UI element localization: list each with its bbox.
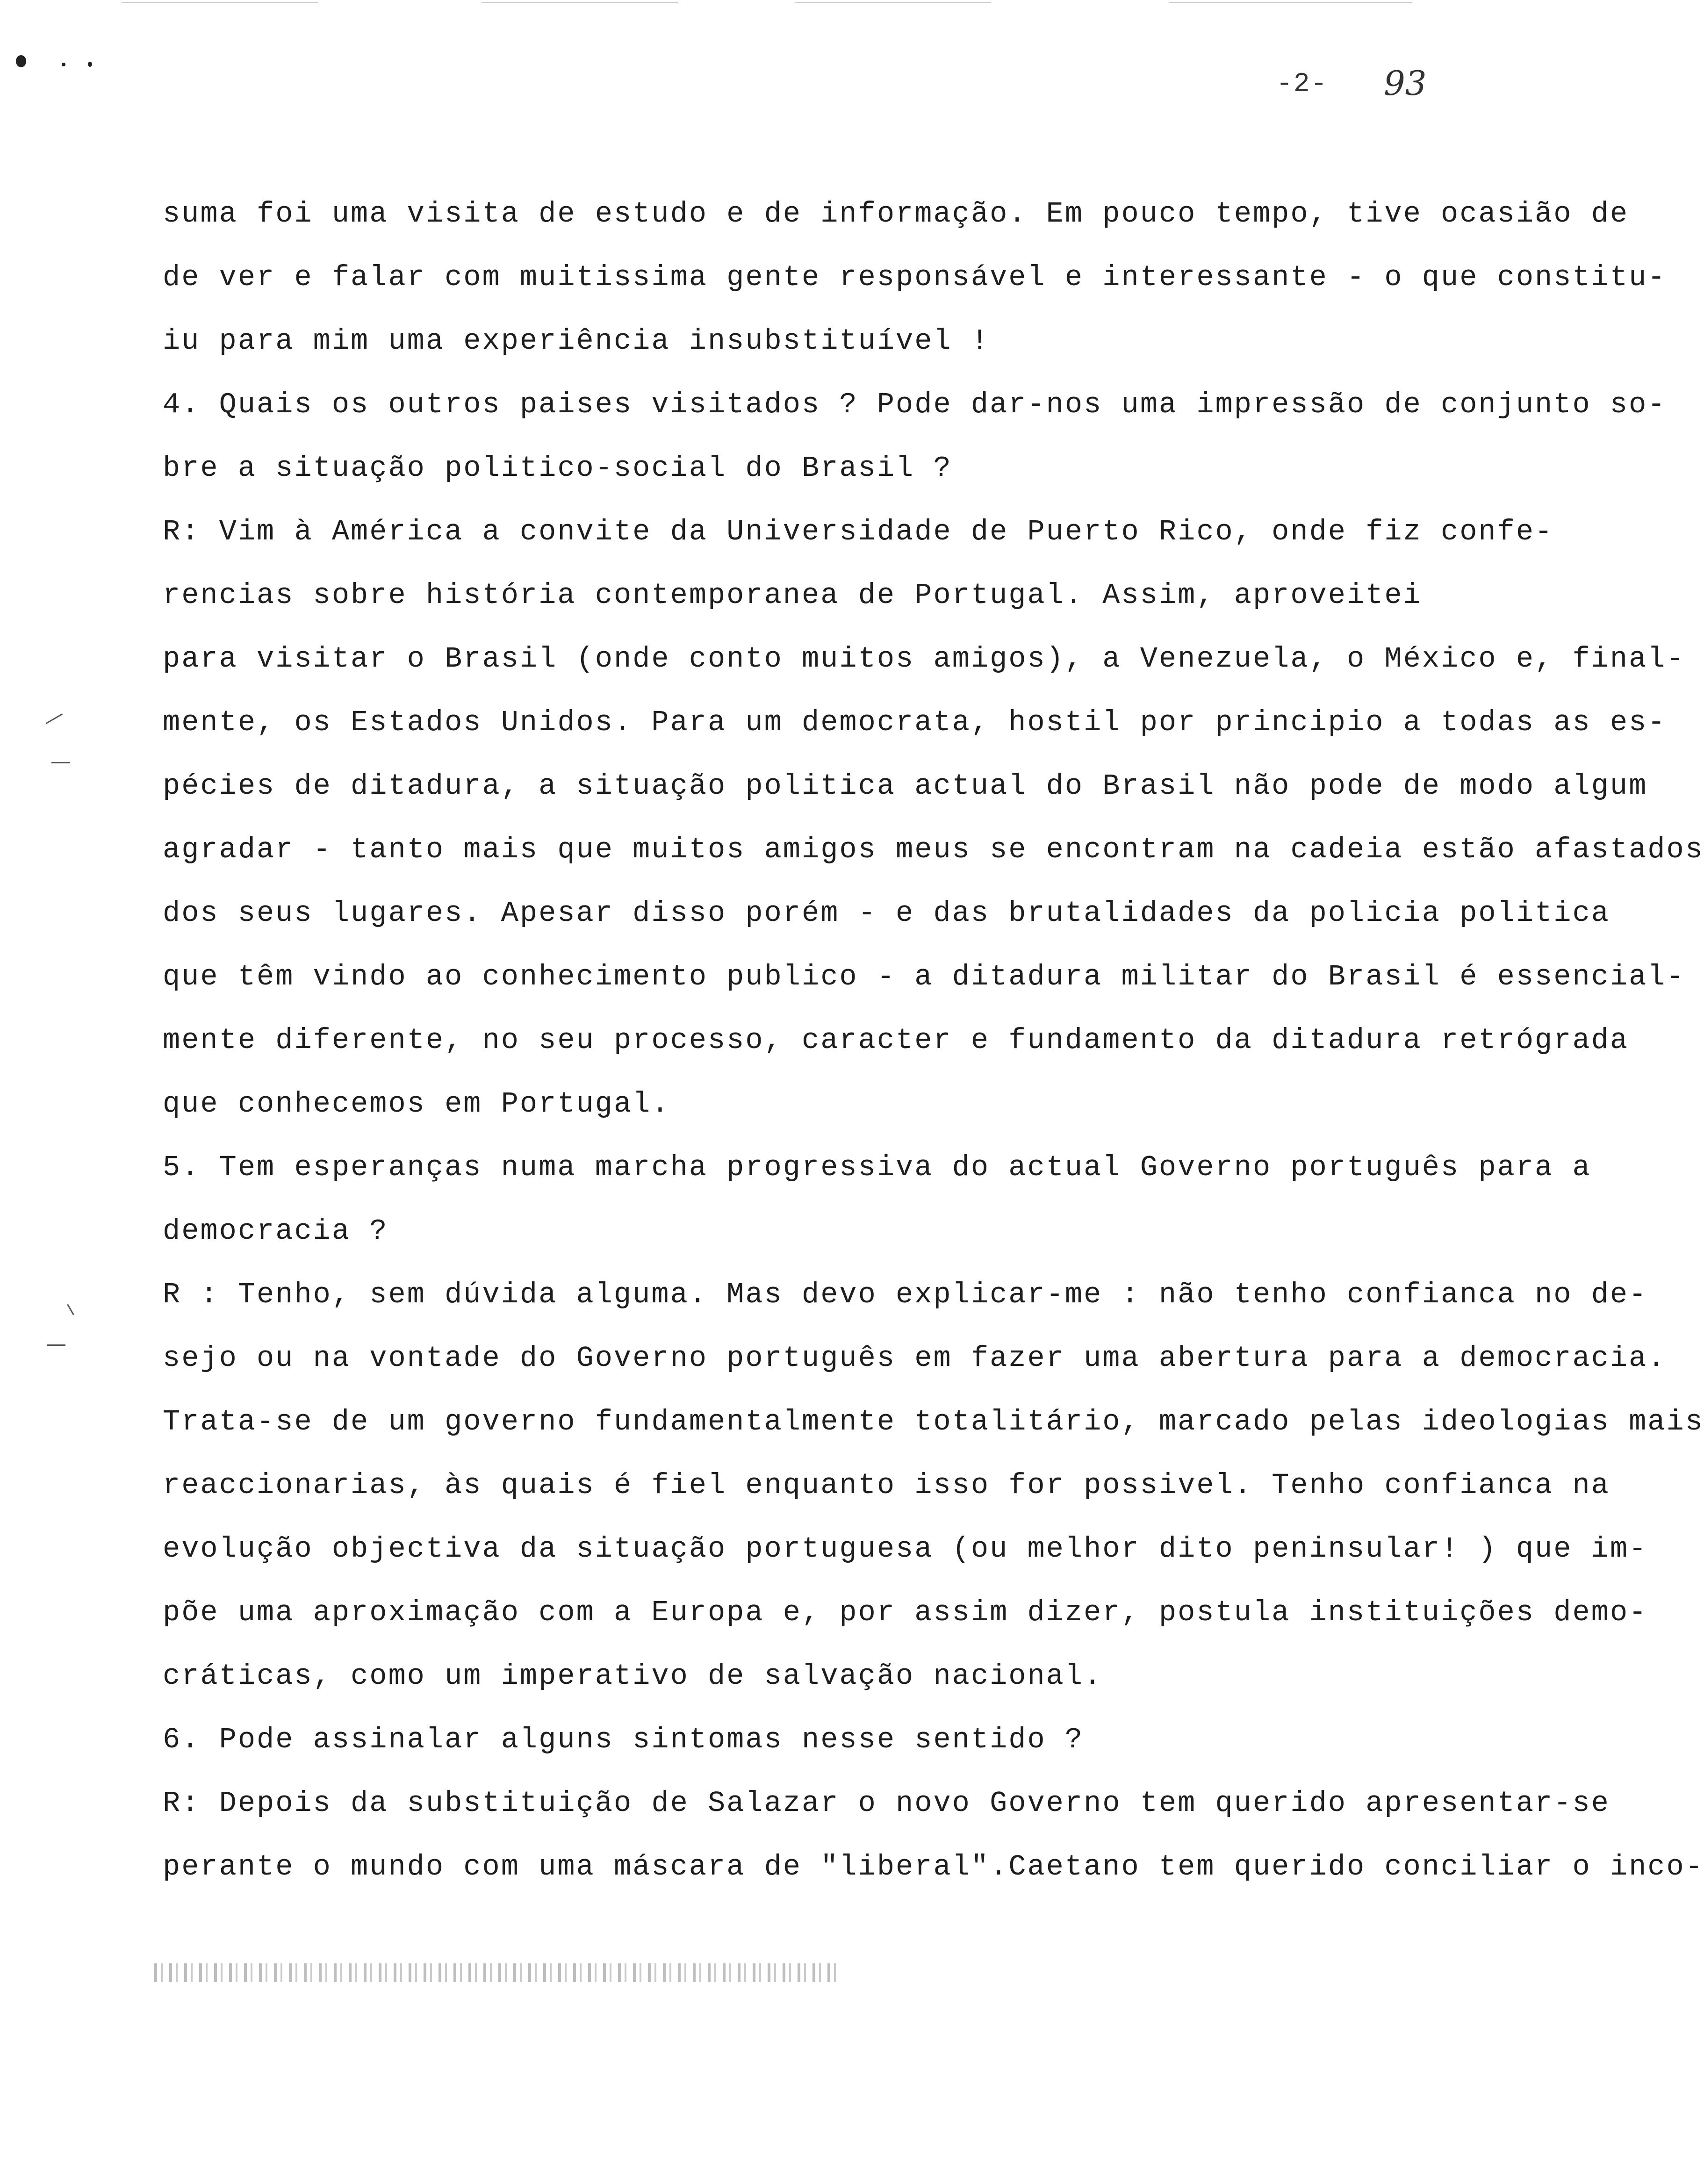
text-line: para visitar o Brasil (onde conto muitos amigos), a Venezuela, o México e, final- — [163, 642, 1685, 675]
text-line: R: Vim à América a convite da Universidade de Puerto Rico, onde fiz confe- — [163, 515, 1554, 548]
punch-hole-mark — [88, 62, 92, 67]
text-line: que têm vindo ao conhecimento publico - a ditadura militar do Brasil é essencial- — [163, 960, 1685, 993]
scan-edge-rule — [1169, 2, 1412, 3]
text-line: R : Tenho, sem dúvida alguma. Mas devo explicar-me : não tenho confianca no de- — [163, 1278, 1648, 1311]
text-line: cráticas, como um imperativo de salvação nacional. — [163, 1660, 1103, 1693]
text-line: de ver e falar com muitissima gente responsável e interessante - o que constitu- — [163, 261, 1667, 294]
text-line: rencias sobre história contemporanea de Portugal. Assim, aproveitei — [163, 579, 1422, 612]
text-line: reaccionarias, às quais é fiel enquanto isso for possivel. Tenho confianca na — [163, 1469, 1610, 1502]
scan-edge-rule — [795, 2, 991, 3]
text-line: 5. Tem esperanças numa marcha progressiva do actual Governo português para a — [163, 1151, 1591, 1184]
text-line: suma foi uma visita de estudo e de informação. Em pouco tempo, tive ocasião de — [163, 197, 1629, 230]
scan-edge-rule — [122, 2, 318, 3]
page-number: -2- — [1276, 69, 1328, 100]
text-line: que conhecemos em Portugal. — [163, 1087, 670, 1121]
text-line: sejo ou na vontade do Governo português em fazer uma abertura para a democracia. — [163, 1342, 1667, 1375]
margin-tick — [47, 1344, 65, 1346]
margin-tick — [51, 762, 70, 763]
handwritten-folio: 93 — [1384, 64, 1427, 103]
text-line: bre a situação politico-social do Brasil ? — [163, 452, 952, 485]
faded-text-residue — [154, 1963, 837, 1982]
text-line: R: Depois da substituição de Salazar o novo Governo tem querido apresentar-se — [163, 1787, 1610, 1820]
text-line: Trata-se de um governo fundamentalmente totalitário, marcado pelas ideologias mais — [163, 1405, 1704, 1438]
text-line: evolução objectiva da situação portuguesa (ou melhor dito peninsular! ) que im- — [163, 1532, 1648, 1566]
punch-hole-mark — [62, 63, 65, 66]
punch-hole-mark — [16, 55, 26, 67]
typed-text-body — [163, 182, 1704, 1899]
text-line: dos seus lugares. Apesar disso porém - e das brutalidades da policia politica — [163, 897, 1610, 930]
text-line: mente diferente, no seu processo, caracter e fundamento da ditadura retrógrada — [163, 1024, 1629, 1057]
text-line: 6. Pode assinalar alguns sintomas nesse sentido ? — [163, 1723, 1084, 1756]
margin-tick — [46, 713, 63, 724]
text-line: iu para mim uma experiência insubstituível ! — [163, 324, 990, 358]
text-line: perante o mundo com uma máscara de "liberal".Caetano tem querido conciliar o inco- — [163, 1850, 1704, 1883]
text-line: pécies de ditadura, a situação politica actual do Brasil não pode de modo algum — [163, 769, 1648, 803]
text-line: mente, os Estados Unidos. Para um democrata, hostil por principio a todas as es- — [163, 706, 1667, 739]
text-line: põe uma aproximação com a Europa e, por assim dizer, postula instituições demo- — [163, 1596, 1648, 1629]
scan-edge-rule — [482, 2, 678, 3]
text-line: 4. Quais os outros paises visitados ? Pode dar-nos uma impressão de conjunto so- — [163, 388, 1667, 421]
margin-tick — [67, 1304, 74, 1315]
text-line: democracia ? — [163, 1214, 388, 1248]
text-line: agradar - tanto mais que muitos amigos meus se encontram na cadeia estão afastados — [163, 833, 1704, 866]
